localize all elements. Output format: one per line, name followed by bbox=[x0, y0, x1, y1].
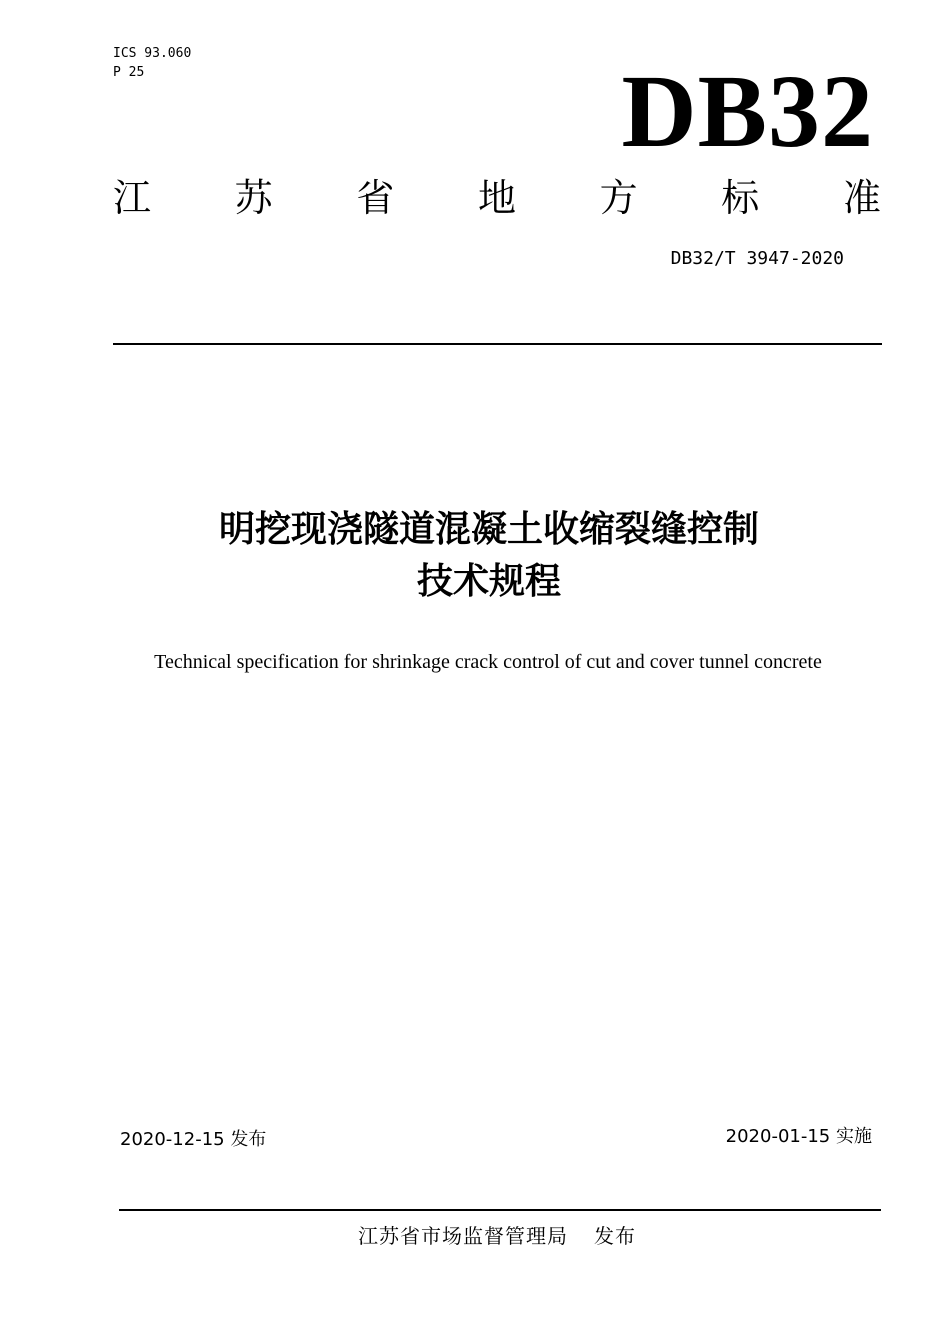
issuer-line bbox=[0, 1220, 950, 1252]
standard-type-char: 标 bbox=[721, 176, 760, 220]
standard-code-logo: DB32 bbox=[621, 54, 874, 169]
classification-codes bbox=[113, 44, 191, 82]
issuer-action: 发布 bbox=[594, 1224, 636, 1248]
standard-type-char: 方 bbox=[599, 176, 638, 220]
standard-type-char: 省 bbox=[356, 176, 395, 220]
standard-number: DB32/T 3947-2020 bbox=[670, 248, 844, 269]
implementation-date: 2020-01-15 实施 bbox=[725, 1126, 872, 1147]
standard-type-char: 江 bbox=[113, 176, 152, 220]
publish-date: 2020-12-15 发布 bbox=[120, 1129, 267, 1150]
ccs-code: P 25 bbox=[113, 65, 145, 80]
standard-type-char: 苏 bbox=[234, 176, 273, 220]
ics-code: ICS 93.060 bbox=[113, 46, 192, 61]
issuer-name: 江苏省市场监督管理局 bbox=[358, 1224, 568, 1248]
english-title: Technical specification for shrinkage crack control of cut and cover tunnel concrete bbox=[154, 651, 822, 673]
chinese-title-line-1: 明挖现浇隧道混凝土收缩裂缝控制 bbox=[218, 509, 759, 550]
standard-type-heading bbox=[113, 172, 881, 224]
standard-type-char: 准 bbox=[842, 176, 881, 220]
top-divider bbox=[113, 343, 882, 345]
standard-type-char: 地 bbox=[477, 176, 516, 220]
chinese-title bbox=[0, 504, 950, 608]
chinese-title-line-2: 技术规程 bbox=[416, 561, 561, 602]
bottom-divider bbox=[119, 1209, 881, 1211]
